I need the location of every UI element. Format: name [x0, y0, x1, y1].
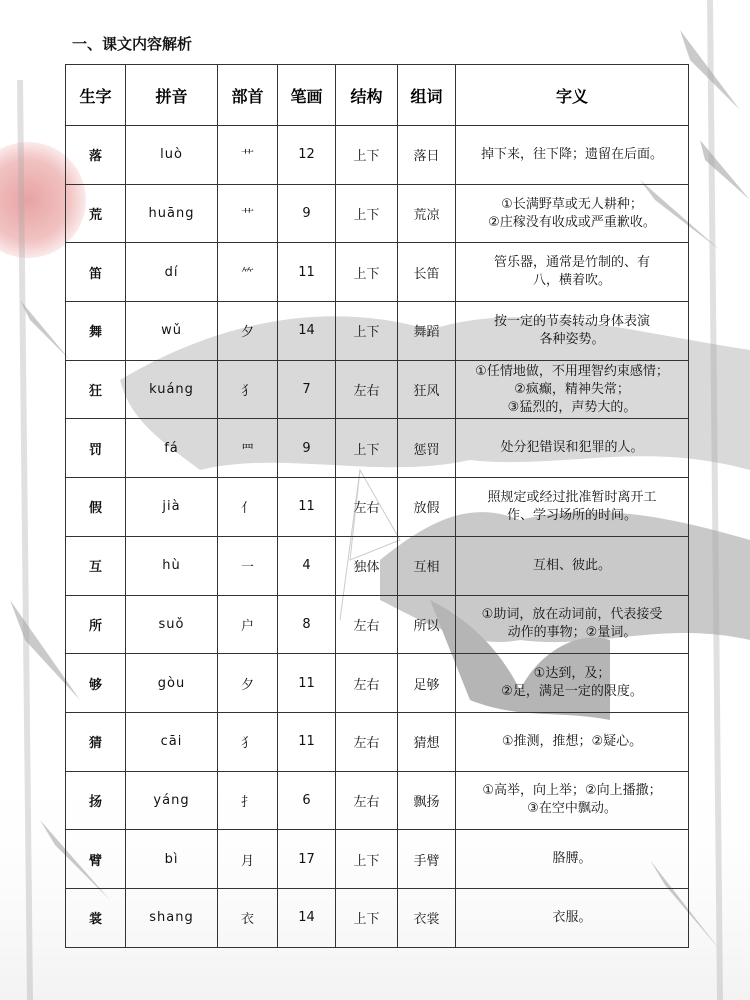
structure-cell: 上下	[336, 888, 398, 947]
meaning-cell: ①达到，及； ②足，满足一定的限度。	[456, 654, 689, 713]
section-title: 一、课文内容解析	[72, 35, 193, 53]
meaning-cell: 掉下来，往下降；遗留在后面。	[456, 126, 689, 185]
structure-cell: 左右	[336, 478, 398, 537]
vocabulary-table	[65, 64, 689, 948]
pinyin-cell: huāng	[126, 184, 218, 243]
char-cell: 狂	[66, 360, 126, 419]
pinyin-cell: cāi	[126, 712, 218, 771]
char-cell: 荒	[66, 184, 126, 243]
table-row	[66, 595, 689, 654]
structure-cell: 左右	[336, 654, 398, 713]
header-pinyin: 拼音	[126, 65, 218, 126]
table-row	[66, 478, 689, 537]
meaning-cell: 按一定的节奏转动身体表演 各种姿势。	[456, 302, 689, 361]
radical-cell: 艹	[218, 184, 278, 243]
meaning-cell: 胳膊。	[456, 830, 689, 889]
header-structure: 结构	[336, 65, 398, 126]
pinyin-cell: gòu	[126, 654, 218, 713]
meaning-cell: ①助词，放在动词前，代表接受 动作的事物；②量词。	[456, 595, 689, 654]
structure-cell: 上下	[336, 243, 398, 302]
table-row	[66, 536, 689, 595]
char-cell: 笛	[66, 243, 126, 302]
pinyin-cell: luò	[126, 126, 218, 185]
char-cell: 所	[66, 595, 126, 654]
radical-cell: 夕	[218, 654, 278, 713]
strokes-cell: 9	[278, 184, 336, 243]
radical-cell: 户	[218, 595, 278, 654]
strokes-cell: 9	[278, 419, 336, 478]
meaning-cell: ①任情地做，不用理智约束感情； ②疯癫，精神失常； ③猛烈的，声势大的。	[456, 360, 689, 419]
radical-cell: 夕	[218, 302, 278, 361]
pinyin-cell: jià	[126, 478, 218, 537]
char-cell: 裳	[66, 888, 126, 947]
word-cell: 手臂	[398, 830, 456, 889]
strokes-cell: 6	[278, 771, 336, 830]
strokes-cell: 4	[278, 536, 336, 595]
pinyin-cell: dí	[126, 243, 218, 302]
radical-cell: 衣	[218, 888, 278, 947]
word-cell: 所以	[398, 595, 456, 654]
pinyin-cell: hù	[126, 536, 218, 595]
structure-cell: 上下	[336, 419, 398, 478]
char-cell: 猜	[66, 712, 126, 771]
word-cell: 舞蹈	[398, 302, 456, 361]
pinyin-cell: wǔ	[126, 302, 218, 361]
meaning-cell: 互相、彼此。	[456, 536, 689, 595]
strokes-cell: 12	[278, 126, 336, 185]
strokes-cell: 14	[278, 888, 336, 947]
table-row	[66, 654, 689, 713]
word-cell: 荒凉	[398, 184, 456, 243]
pinyin-cell: yáng	[126, 771, 218, 830]
structure-cell: 独体	[336, 536, 398, 595]
header-meaning: 字义	[456, 65, 689, 126]
char-cell: 够	[66, 654, 126, 713]
table-row	[66, 830, 689, 889]
structure-cell: 左右	[336, 771, 398, 830]
radical-cell: 艹	[218, 126, 278, 185]
structure-cell: 上下	[336, 302, 398, 361]
word-cell: 衣裳	[398, 888, 456, 947]
word-cell: 狂风	[398, 360, 456, 419]
char-cell: 扬	[66, 771, 126, 830]
radical-cell: 亻	[218, 478, 278, 537]
char-cell: 罚	[66, 419, 126, 478]
header-radical: 部首	[218, 65, 278, 126]
table-row	[66, 712, 689, 771]
char-cell: 落	[66, 126, 126, 185]
word-cell: 落日	[398, 126, 456, 185]
pinyin-cell: bì	[126, 830, 218, 889]
meaning-cell: 管乐器，通常是竹制的、有 八，横着吹。	[456, 243, 689, 302]
structure-cell: 左右	[336, 595, 398, 654]
strokes-cell: 17	[278, 830, 336, 889]
char-cell: 臂	[66, 830, 126, 889]
radical-cell: 一	[218, 536, 278, 595]
radical-cell: 犭	[218, 360, 278, 419]
table-row	[66, 360, 689, 419]
word-cell: 长笛	[398, 243, 456, 302]
strokes-cell: 11	[278, 654, 336, 713]
strokes-cell: 7	[278, 360, 336, 419]
word-cell: 猜想	[398, 712, 456, 771]
strokes-cell: 8	[278, 595, 336, 654]
meaning-cell: 衣服。	[456, 888, 689, 947]
table-header-row	[66, 65, 689, 126]
header-char: 生字	[66, 65, 126, 126]
word-cell: 互相	[398, 536, 456, 595]
table-row	[66, 184, 689, 243]
radical-cell: 犭	[218, 712, 278, 771]
pinyin-cell: fá	[126, 419, 218, 478]
table-row	[66, 243, 689, 302]
structure-cell: 左右	[336, 360, 398, 419]
structure-cell: 上下	[336, 184, 398, 243]
word-cell: 惩罚	[398, 419, 456, 478]
meaning-cell: 照规定或经过批准暂时离开工 作、学习场所的时间。	[456, 478, 689, 537]
word-cell: 放假	[398, 478, 456, 537]
strokes-cell: 11	[278, 478, 336, 537]
char-cell: 互	[66, 536, 126, 595]
strokes-cell: 11	[278, 712, 336, 771]
radical-cell: ⺮	[218, 243, 278, 302]
char-cell: 假	[66, 478, 126, 537]
header-word: 组词	[398, 65, 456, 126]
meaning-cell: ①推测，推想；②疑心。	[456, 712, 689, 771]
pinyin-cell: suǒ	[126, 595, 218, 654]
header-strokes: 笔画	[278, 65, 336, 126]
structure-cell: 上下	[336, 830, 398, 889]
table-row	[66, 126, 689, 185]
meaning-cell: ①长满野草或无人耕种； ②庄稼没有收成或严重歉收。	[456, 184, 689, 243]
pinyin-cell: shang	[126, 888, 218, 947]
pinyin-cell: kuáng	[126, 360, 218, 419]
char-cell: 舞	[66, 302, 126, 361]
table-row	[66, 888, 689, 947]
word-cell: 足够	[398, 654, 456, 713]
table-row	[66, 302, 689, 361]
meaning-cell: ①高举，向上举；②向上播撒； ③在空中飘动。	[456, 771, 689, 830]
table-row	[66, 771, 689, 830]
table-row	[66, 419, 689, 478]
strokes-cell: 14	[278, 302, 336, 361]
structure-cell: 上下	[336, 126, 398, 185]
radical-cell: 扌	[218, 771, 278, 830]
structure-cell: 左右	[336, 712, 398, 771]
radical-cell: 月	[218, 830, 278, 889]
radical-cell: 罒	[218, 419, 278, 478]
meaning-cell: 处分犯错误和犯罪的人。	[456, 419, 689, 478]
word-cell: 飘扬	[398, 771, 456, 830]
strokes-cell: 11	[278, 243, 336, 302]
